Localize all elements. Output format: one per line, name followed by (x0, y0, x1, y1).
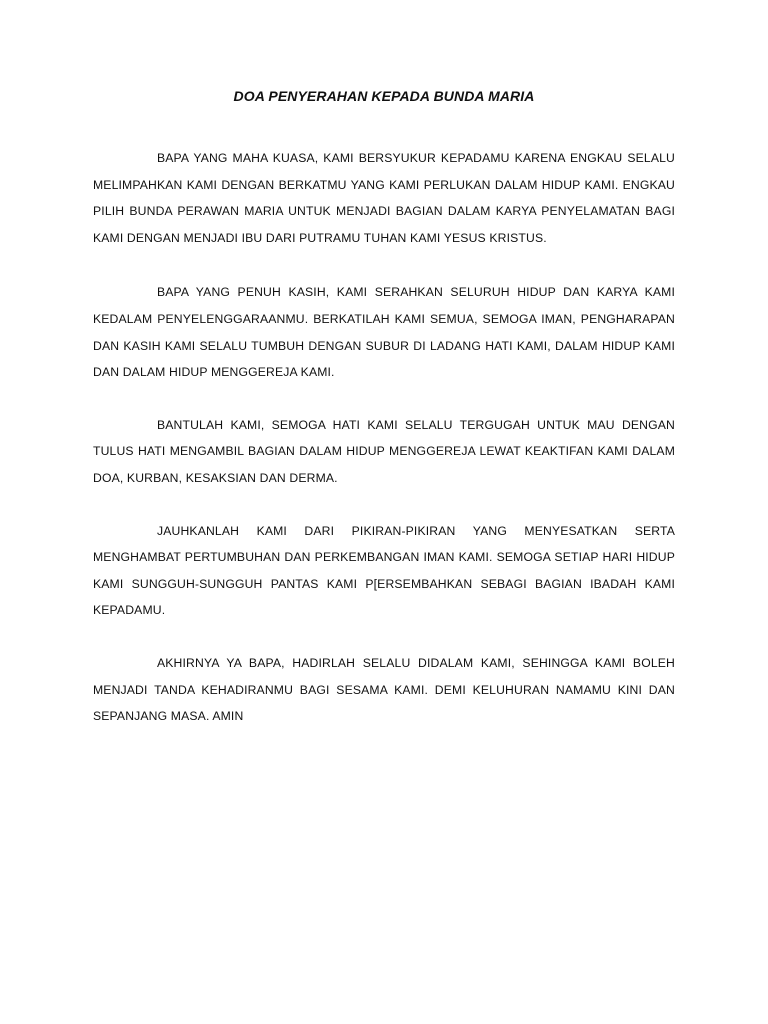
paragraph-2: BAPA YANG PENUH KASIH, KAMI SERAHKAN SELURUH HIDUP DAN KARYA KAMI KEDALAM PENYELENGGARAANMU. BERKATILAH KAMI SEMUA, SEMOGA IMAN, PENGHARAPAN DAN KASIH KAMI SELALU TUMBUH DENGAN SUBUR DI LADANG HATI KAMI, DALAM HIDUP KAMI DAN DALAM HIDUP MENGGEREJA KAMI. (93, 285, 675, 380)
paragraph-5: AKHIRNYA YA BAPA, HADIRLAH SELALU DIDALAM KAMI, SEHINGGA KAMI BOLEH MENJADI TANDA KEHADIRANMU BAGI SESAMA KAMI. DEMI KELUHURAN NAMAMU KINI DAN SEPANJANG MASA. AMIN (93, 655, 675, 724)
paragraph-4: JAUHKANLAH KAMI DARI PIKIRAN-PIKIRAN YANG MENYESATKAN SERTA MENGHAMBAT PERTUMBUHAN DAN PERKEMBANGAN IMAN KAMI. SEMOGA SETIAP HARI HIDUP KAMI SUNGGUH-SUNGGUH PANTAS KAMI P[ERSEMBAHKAN SEBAGI BAGIAN IBADAH KAMI KEPADAMU. (93, 523, 675, 618)
paragraph-3: BANTULAH KAMI, SEMOGA HATI KAMI SELALU TERGUGAH UNTUK MAU DENGAN TULUS HATI MENGAMBIL BAGIAN DALAM HIDUP MENGGEREJA LEWAT KEAKTIFAN KAMI DALAM DOA, KURBAN, KESAKSIAN DAN DERMA. (93, 417, 675, 485)
paragraph-1: BAPA YANG MAHA KUASA, KAMI BERSYUKUR KEPADAMU KARENA ENGKAU SELALU MELIMPAHKAN KAMI DENGAN BERKATMU YANG KAMI PERLUKAN DALAM HIDUP KAMI. ENGKAU PILIH BUNDA PERAWAN MARIA UNTUK MENJADI BAGIAN DALAM KARYA PENYELAMATAN BAGI KAMI DENGAN MENJADI IBU DARI PUTRAMU TUHAN KAMI YESUS KRISTUS. (93, 151, 675, 245)
document-body (93, 145, 675, 756)
document-title: DOA PENYERAHAN KEPADA BUNDA MARIA (233, 88, 535, 104)
